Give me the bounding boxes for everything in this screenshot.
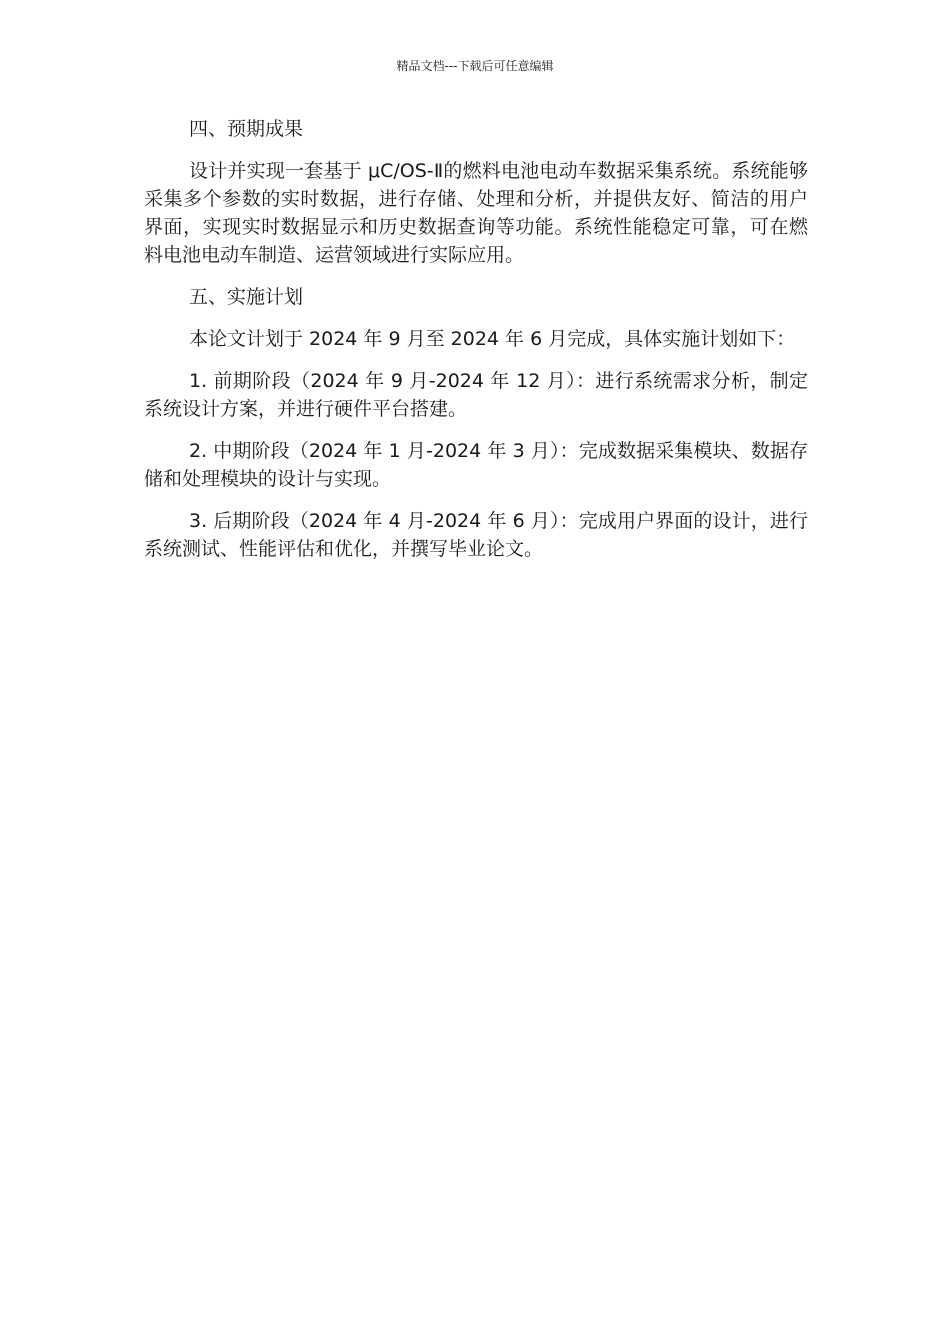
page-header: 精品文档---下载后可任意编辑 xyxy=(396,59,554,73)
section-expected-results xyxy=(144,115,808,269)
plan-item-late-stage: 3. 后期阶段（2024 年 4 月-2024 年 6 月）：完成用户界面的设计，进行系统测试、性能评估和优化，并撰写毕业论文。 xyxy=(144,510,808,560)
document-body xyxy=(144,115,808,577)
section-heading: 四、预期成果 xyxy=(189,118,304,140)
paragraph: 本论文计划于 2024 年 9 月至 2024 年 6 月完成，具体实施计划如下： xyxy=(189,328,796,350)
section-implementation-plan xyxy=(144,283,808,563)
plan-item-middle-stage: 2. 中期阶段（2024 年 1 月-2024 年 3 月）：完成数据采集模块、数据存储和处理模块的设计与实现。 xyxy=(144,440,808,490)
plan-item-early-stage: 1. 前期阶段（2024 年 9 月-2024 年 12 月）：进行系统需求分析，制定系统设计方案，并进行硬件平台搭建。 xyxy=(144,370,808,420)
paragraph: 设计并实现一套基于 μC/OS-Ⅱ的燃料电池电动车数据采集系统。系统能够采集多个参数的实时数据，进行存储、处理和分析，并提供友好、简洁的用户界面，实现实时数据显示和历史数据查询等功能。系统性能稳定可靠，可在燃料电池电动车制造、运营领域进行实际应用。 xyxy=(144,160,808,266)
section-heading: 五、实施计划 xyxy=(189,286,304,308)
